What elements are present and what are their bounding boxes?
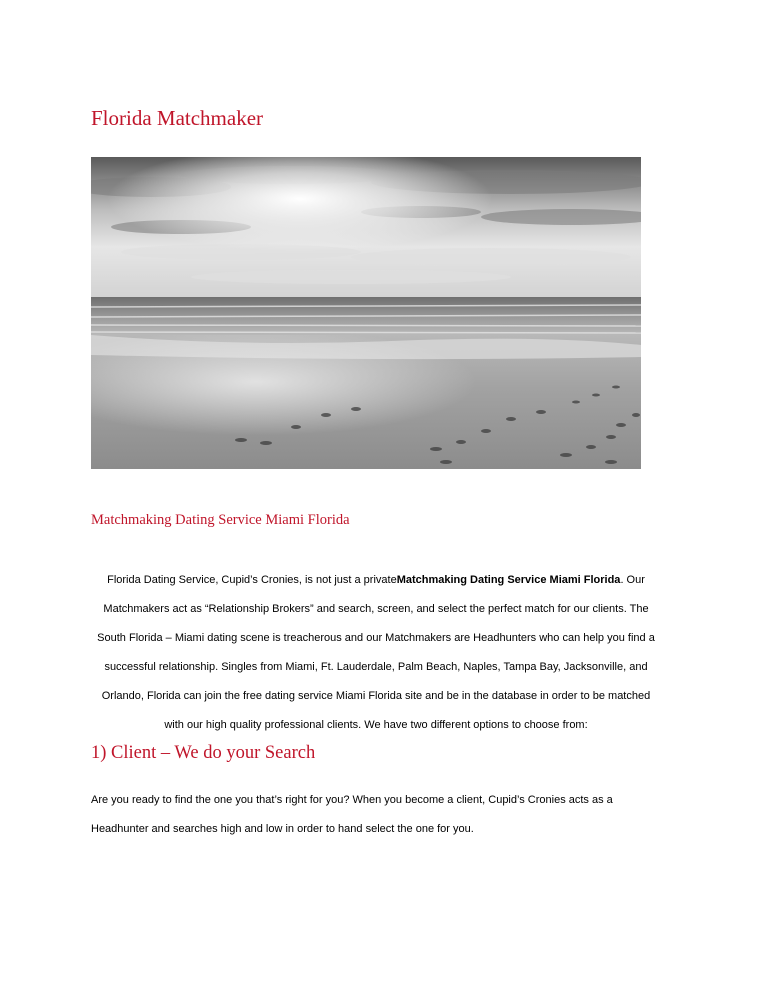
intro-line-1 xyxy=(70,566,682,595)
section-heading: Matchmaking Dating Service Miami Florida xyxy=(91,512,350,528)
option-heading-client: 1) Client – We do your Search xyxy=(91,743,316,763)
option-paragraph-client xyxy=(91,786,691,844)
page-title: Florida Matchmaker xyxy=(91,106,264,130)
option-line-1: Are you ready to find the one you that’s right for you? When you become a client, Cupid’s Cronies acts as a xyxy=(91,794,613,806)
intro-line-5: Orlando, Florida can join the free dating service Miami Florida site and be in the database in order to be matched xyxy=(101,690,651,702)
intro-line-6: with our high quality professional clients. We have two different options to choose from: xyxy=(164,719,588,731)
intro-line-2: Matchmakers act as “Relationship Brokers” and search, screen, and select the perfect match for our clients. The xyxy=(103,603,649,615)
beach-photo xyxy=(91,157,641,469)
intro-line-1-text: Florida Dating Service, Cupid’s Cronies, is not just a private xyxy=(107,574,397,586)
intro-line-3: South Florida – Miami dating scene is treacherous and our Matchmakers are Headhunters who can help you find a xyxy=(97,632,655,644)
bold-keyword: Matchmaking Dating Service Miami Florida xyxy=(396,574,621,586)
intro-paragraph xyxy=(70,566,682,740)
option-line-2: Headhunter and searches high and low in order to hand select the one for you. xyxy=(91,823,474,835)
intro-line-1-end: . Our xyxy=(620,574,645,586)
intro-line-4: successful relationship. Singles from Miami, Ft. Lauderdale, Palm Beach, Naples, Tampa Bay, Jacksonville, and xyxy=(104,661,648,673)
